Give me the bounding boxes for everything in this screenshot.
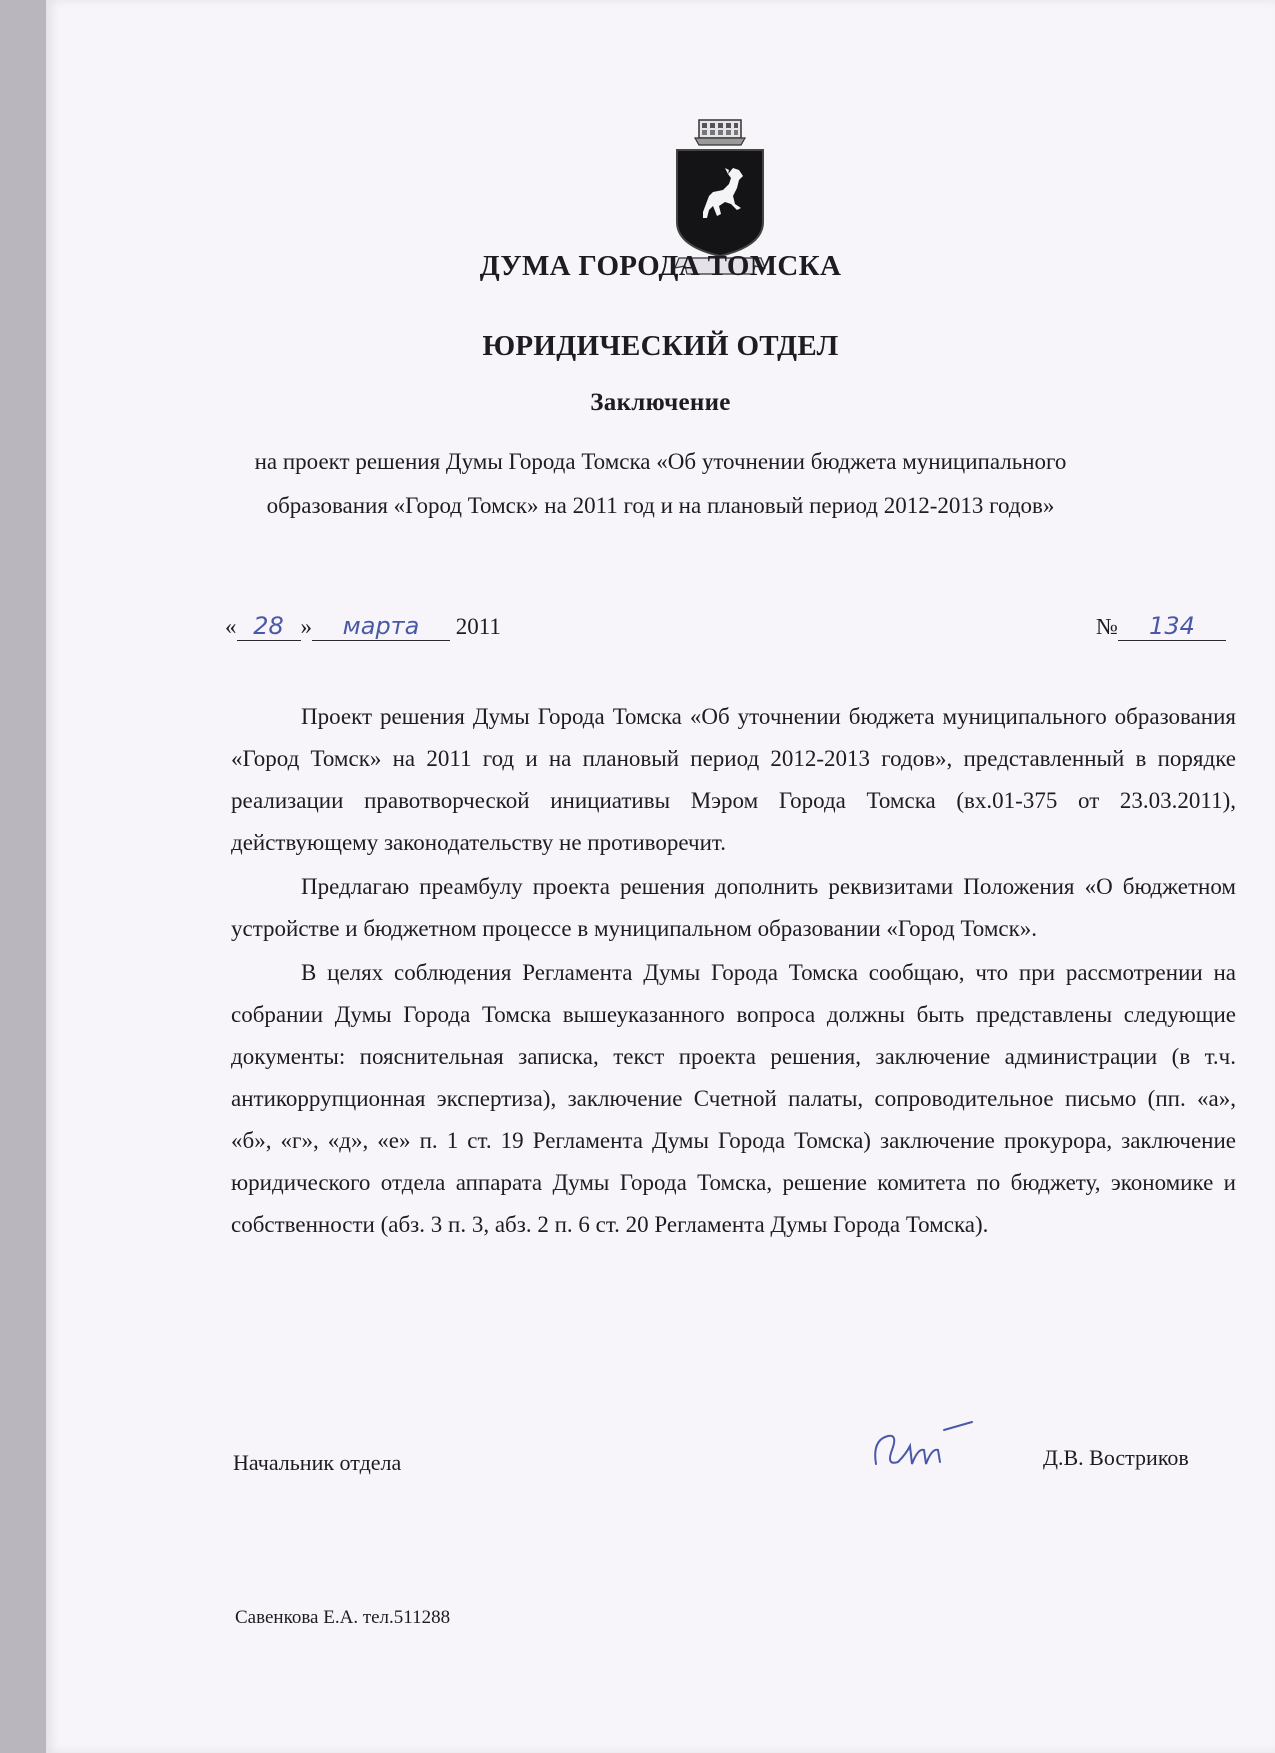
subject-line-2: образования «Город Томск» на 2011 год и на плановый период 2012-2013 годов»	[266, 493, 1055, 518]
document-type: Заключение	[590, 389, 731, 416]
crest-crown	[695, 120, 745, 145]
body-text	[231, 696, 1236, 1248]
department-title: ЮРИДИЧЕСКИЙ ОТДЕЛ	[482, 330, 839, 362]
organization-title: ДУМА ГОРОДА ТОМСКА	[479, 250, 842, 282]
paragraph-3: В целях соблюдения Регламента Думы Города Томска сообщаю, что при рассмотрении на собрании Думы Города Томска вышеуказанного вопроса должны быть представлены следующие документы: пояснительная записка, текст проекта решения, заключение администрации (в т.ч. антикоррупционная экспертиза), заключение Счетной палаты, сопроводительное письмо (пп. «а», «б», «г», «д», «е» п. 1 ст. 19 Регламента Думы Города Томска) заключение прокурора, заключение юридического отдела аппарата Думы Города Томска, решение комитета по бюджету, экономике и собственности (абз. 3 п. 3, абз. 2 п. 6 ст. 20 Регламента Думы Города Томска).	[231, 960, 1236, 1237]
date-day: 28	[253, 612, 284, 640]
contact-info: Савенкова Е.А. тел.511288	[235, 1607, 451, 1628]
subject-line-1: на проект решения Думы Города Томска «Об уточнении бюджета муниципального	[254, 449, 1067, 474]
date-year: 2011	[455, 614, 501, 639]
signature	[868, 1420, 978, 1480]
document-date	[225, 612, 501, 641]
number-label: №	[1096, 614, 1118, 639]
date-month: марта	[342, 612, 420, 640]
date-quote-close: »	[300, 614, 312, 639]
signoff-position: Начальник отдела	[233, 1450, 402, 1475]
number-value: 134	[1149, 612, 1195, 640]
paragraph-2: Предлагаю преамбулу проекта решения дополнить реквизитами Положения «О бюджетном устройстве и бюджетном процессе в муниципальном образовании «Город Томск».	[231, 874, 1236, 941]
date-quote-open: «	[225, 614, 237, 639]
signoff-name: Д.В. Востриков	[1043, 1445, 1189, 1470]
number-field	[1118, 612, 1226, 641]
document-number	[1096, 612, 1226, 641]
paragraph-1: Проект решения Думы Города Томска «Об уточнении бюджета муниципального образования «Город Томск» на 2011 год и на плановый период 2012-2013 годов», представленный в порядке реализации правотворческой инициативы Мэром Города Томска (вх.01-375 от 23.03.2011), действующему законодательству не противоречит.	[231, 704, 1236, 855]
date-day-field	[237, 612, 301, 641]
date-month-field	[312, 612, 450, 641]
